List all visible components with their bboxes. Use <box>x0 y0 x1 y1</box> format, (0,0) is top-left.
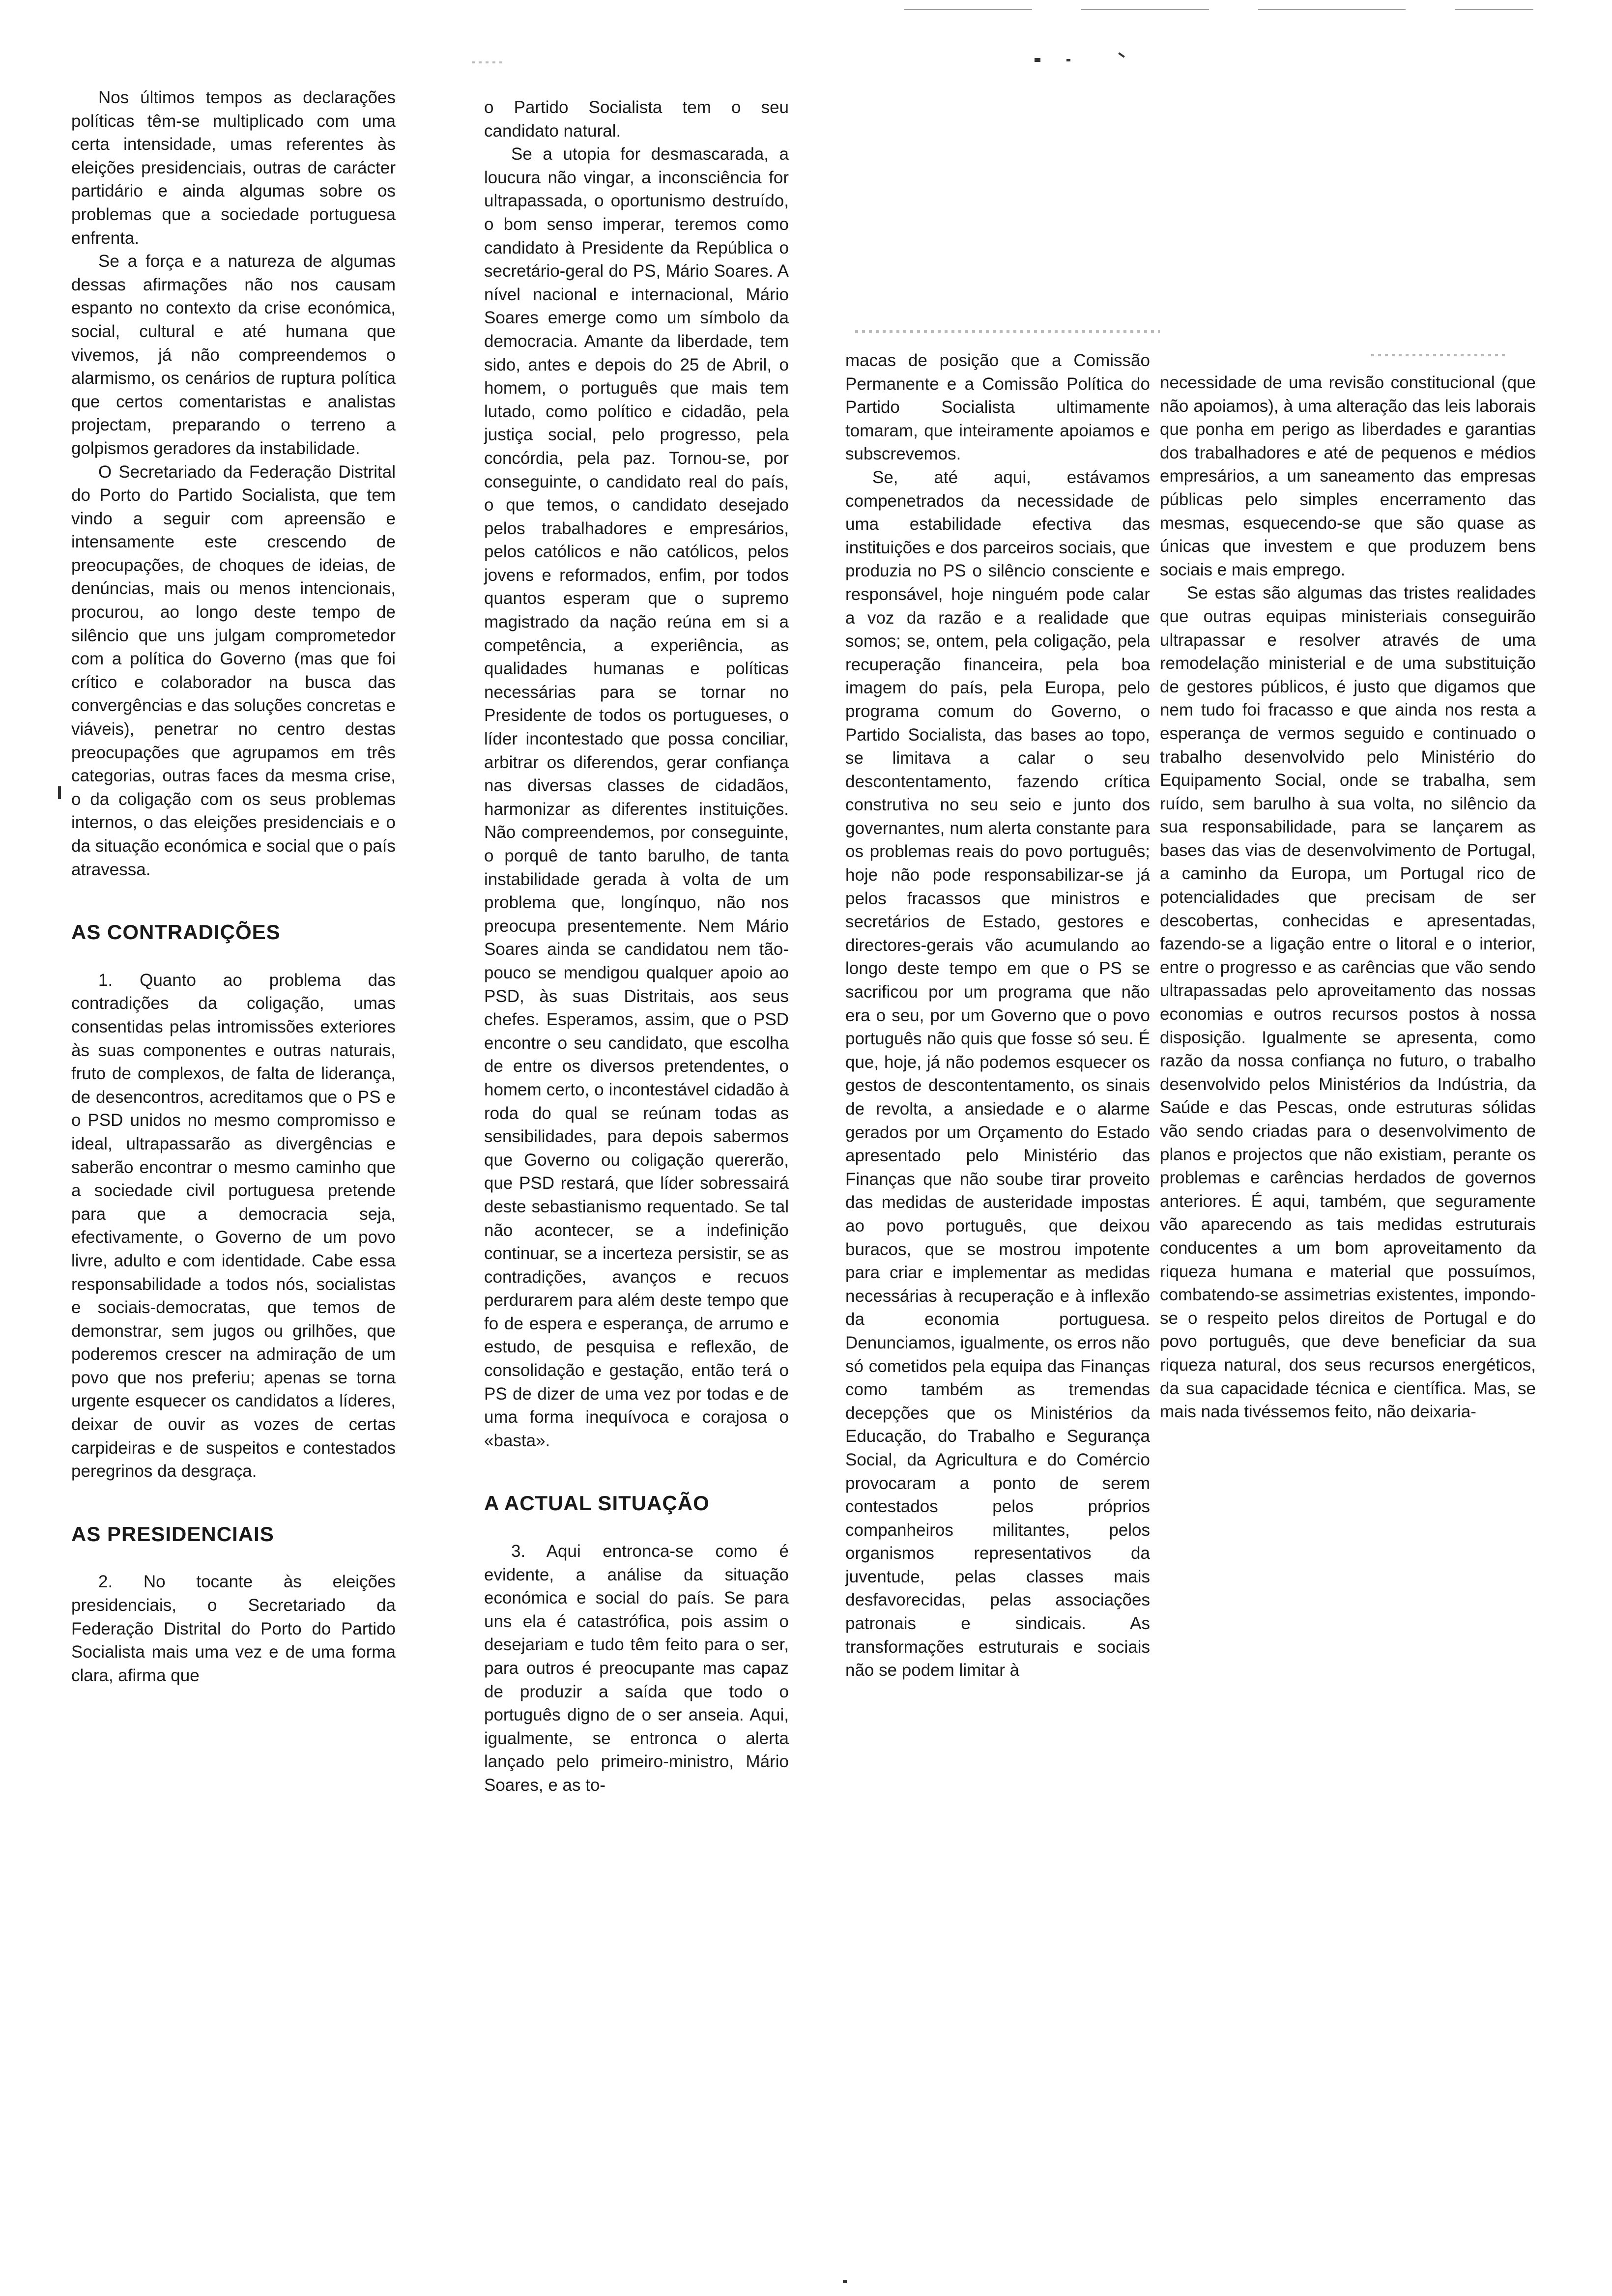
ink-mark <box>843 2280 847 2283</box>
ink-mark <box>1035 58 1040 62</box>
print-noise <box>1371 354 1509 356</box>
article-column-2 <box>484 96 789 1797</box>
article-column-3 <box>845 349 1150 1682</box>
ink-mark <box>1118 52 1125 57</box>
article-column-4 <box>1160 371 1536 1424</box>
ink-mark <box>1066 59 1070 61</box>
paragraph: Se, até aqui, estávamos compenetrados da necessidade de uma estabilidade efectiva das instituições e dos parceiros sociais, que produzia no PS o silêncio consciente e responsável, hoje ninguém pode calar a voz da razão e a realidade que somos; se, ontem, pela coligação, pela recuperação financeira, pela boa imagem do país, pela Europa, pelo programa comum do Governo, o Partido Socialista, das bases ao topo, se limitava a calar o seu descontentamento, fazendo crítica construtiva no seu seio e junto dos governantes, num alerta constante para os problemas reais do povo português; hoje não pode responsabilizar-se já pelos fracassos que ministros e secretários de Estado, gestores e directores-gerais vão acumulando ao longo deste tempo em que o PS se sacrificou por um programa que não era o seu, por um Governo que o povo português não quis que fosse só seu. É que, hoje, já não podemos esquecer os gestos de descontentamento, os sinais de revolta, a ansiedade e o alarme gerados por um Orçamento do Estado apresentado pelo Ministério das Finanças que não soube tirar proveito das medidas de austeridade impostas ao povo português, que deixou buracos, que se mostrou impotente para criar e implementar as medidas necessárias à recuperação e à inflexão da economia portuguesa. Denunciamos, igualmente, os erros não só cometidos pela equipa das Finanças como também as tremendas decepções que os Ministérios da Educação, do Trabalho e Segurança Social, da Agricultura e do Comércio provocaram a ponto de serem contestados pelos próprios companheiros militantes, pelos organismos representativos da juventude, pelas classes mais desfavorecidas, pelas associações patronais e sindicais. As transformações estruturais e sociais não se podem limitar à <box>845 467 1150 1680</box>
paragraph: necessidade de uma revisão constitucional (que não apoiamos), à uma alteração das leis laborais que ponha em perigo as liberdades e garantias dos trabalhadores e até de pequenos e médios empresários, a um saneamento das empresas públicas pelo simples encerramento das mesmas, esquecendo-se que são quase as únicas que investem e que produzem bens sociais e mais emprego. <box>1160 373 1536 579</box>
paragraph: Nos últimos tempos as declarações políticas têm-se multiplicado com uma certa intensidade, umas referentes às eleições presidenciais, outras de carácter partidário e ainda algumas sobre os problemas que a sociedade portuguesa enfrenta. <box>71 88 396 248</box>
paragraph: O Secretariado da Federação Distrital do Porto do Partido Socialista, que tem vindo a seguir com apreensão e intensamente este crescendo de preocupações, de choques de ideias, de denúncias, mais ou menos intencionais, procurou, ao longo deste tempo de silêncio que uns julgam comprometedor com a política do Governo (mas que foi crítico e colaborador na busca das convergências e das soluções concretas e viáveis), penetrar no centro destas preocupações que agrupamos em três categorias, outras faces da mesma crise, o da coligação com os seus problemas internos, o das eleições presidenciais e o da situação económica e social que o país atravessa. <box>71 462 396 879</box>
top-rule <box>904 9 1032 10</box>
print-noise <box>855 330 1160 333</box>
print-noise <box>472 61 506 63</box>
paragraph: o Partido Socialista tem o seu candidato natural. <box>484 98 789 141</box>
section-heading: AS CONTRADIÇÕES <box>71 920 281 944</box>
ink-mark <box>58 786 61 799</box>
article-column-1 <box>71 86 396 1687</box>
top-rule <box>1455 9 1533 10</box>
paragraph: Se a utopia for desmascarada, a loucura não vingar, a inconsciência for ultrapassada, o oportunismo destruído, o bom senso imperar, teremos como candidato à Presidente da República o secretário-geral do PS, Mário Soares. A nível nacional e internacional, Mário Soares emerge como um símbolo da democracia. Amante da liberdade, tem sido, antes e depois do 25 de Abril, o homem, o português que mais tem lutado, como político e cidadão, pela justiça social, pelo progresso, pela concórdia, pela paz. Tornou-se, por conseguinte, o candidato real do país, o que temos, o candidato desejado pelos trabalhadores e empresários, pelos católicos e não católicos, pelos jovens e reformados, enfim, por todos quantos esperam que o supremo magistrado da nação reúna em si a competência, a experiência, as qualidades humanas e políticas necessárias para se tornar no Presidente de todos os portugueses, o líder incontestado que possa conciliar, arbitrar os diferendos, gerar confiança nas diversas classes de cidadãos, harmonizar as diferentes instituições. Não compreendemos, por conseguinte, o porquê de tanto barulho, de tanta instabilidade gerada à volta de um problema que, longínquo, não nos preocupa presentemente. Nem Mário Soares ainda se candidatou nem tão-pouco se mendigou qualquer apoio ao PSD, às suas Distritais, aos seus chefes. Esperamos, assim, que o PSD encontre o seu candidato, que escolha de entre os diversos pretendentes, o homem certo, o incontestável cidadão à roda do qual se reúnam todas as sensibilidades, para depois sabermos que Governo ou coligação quererão, que PSD restará, que líder sobressairá deste sebastianismo requentado. Se tal não acontecer, se a indefinição continuar, se a incerteza persistir, se as contradições, avanços e recuos perdurarem para além deste tempo que fo de espera e esperança, de arrumo e estudo, de pesquisa e reflexão, de consolidação e gestação, então terá o PS de dizer de uma vez por todas e de uma forma inequívoca e corajosa o «basta». <box>484 144 789 1450</box>
section-heading: AS PRESIDENCIAIS <box>71 1522 274 1546</box>
top-rule <box>1258 9 1406 10</box>
paragraph: 2. No tocante às eleições presidenciais, o Secretariado da Federação Distrital do Porto do Partido Socialista mais uma vez e de uma forma clara, afirma que <box>71 1572 396 1685</box>
paragraph: Se a força e a natureza de algumas dessas afirmações não nos causam espanto no contexto da crise económica, social, cultural e até humana que vivemos, já não compreendemos o alarmismo, os cenários de ruptura política que certos comentaristas e analistas projectam, preparando o terreno a golpismos geradores da instabilidade. <box>71 252 396 458</box>
paragraph: macas de posição que a Comissão Permanente e a Comissão Política do Partido Socialista ultimamente tomaram, que inteiramente apoiamos e subscrevemos. <box>845 351 1150 464</box>
section-heading: A ACTUAL SITUAÇÃO <box>484 1492 710 1515</box>
top-rule <box>1081 9 1209 10</box>
paragraph: 3. Aqui entronca-se como é evidente, a análise da situação económica e social do país. Se para uns ela é catastrófica, pois assim o desejariam e tudo têm feito para o ser, para outros é preocupante mas capaz de produzir a saída que todo o português digno de o ser anseia. Aqui, igualmente, se entronca o alerta lançado pelo primeiro-ministro, Mário Soares, e as to- <box>484 1542 789 1795</box>
paragraph: 1. Quanto ao problema das contradições da coligação, umas consentidas pelas intromissões exteriores às suas componentes e outras naturais, fruto de complexos, de falta de liderança, de desencontros, acreditamos que o PS e o PSD unidos no mesmo compromisso e ideal, ultrapassarão as divergências e saberão encontrar o mesmo caminho que a sociedade civil portuguesa pretende para que a democracia seja, efectivamente, o Governo de um povo livre, adulto e com identidade. Cabe essa responsabilidade a todos nós, socialistas e sociais-democratas, que temos de demonstrar, sem jugos ou grilhões, que poderemos crescer na admiração de um povo que nos preferiu; apenas se torna urgente esquecer os candidatos a líderes, deixar de ouvir as vozes de certas carpideiras e de suspeitos e contestados peregrinos da desgraça. <box>71 970 396 1481</box>
paragraph: Se estas são algumas das tristes realidades que outras equipas ministeriais conseguirão ultrapassar e resolver através de uma remodelação ministerial e de uma substituição de gestores públicos, é justo que digamos que nem tudo foi fracasso e que ainda nos resta a esperança de vermos seguido e continuado o trabalho desenvolvido pelo Ministério do Equipamento Social, onde se trabalha, sem ruído, sem barulho à sua volta, no silêncio da sua responsabilidade, para se lançarem as bases das vias de desenvolvimento de Portugal, a caminho da Europa, um Portugal rico de potencialidades que precisam de ser descobertas, conhecidas e apresentadas, fazendo-se a ligação entre o litoral e o interior, entre o progresso e as carências que vão sendo ultrapassadas pelo aproveitamento das nossas economias e outros recursos postos à nossa disposição. Igualmente se apresenta, como razão da nossa confiança no futuro, o trabalho desenvolvido pelos Ministérios da Indústria, da Saúde e das Pescas, onde estruturas sólidas vão sendo criadas para o desenvolvimento de planos e projectos que não existiam, perante os problemas e carências herdados de governos anteriores. É aqui, também, que seguramente vão aparecendo as tais medidas estruturais conducentes a um bom aproveitamento da riqueza humana e material que possuímos, combatendo-se assimetrias existentes, impondo-se o respeito pelos direitos de Portugal e do povo português, que deve beneficiar da sua riqueza natural, dos seus recursos energéticos, da sua capacidade técnica e científica. Mas, se mais nada tivéssemos feito, não deixaria- <box>1160 583 1536 1422</box>
